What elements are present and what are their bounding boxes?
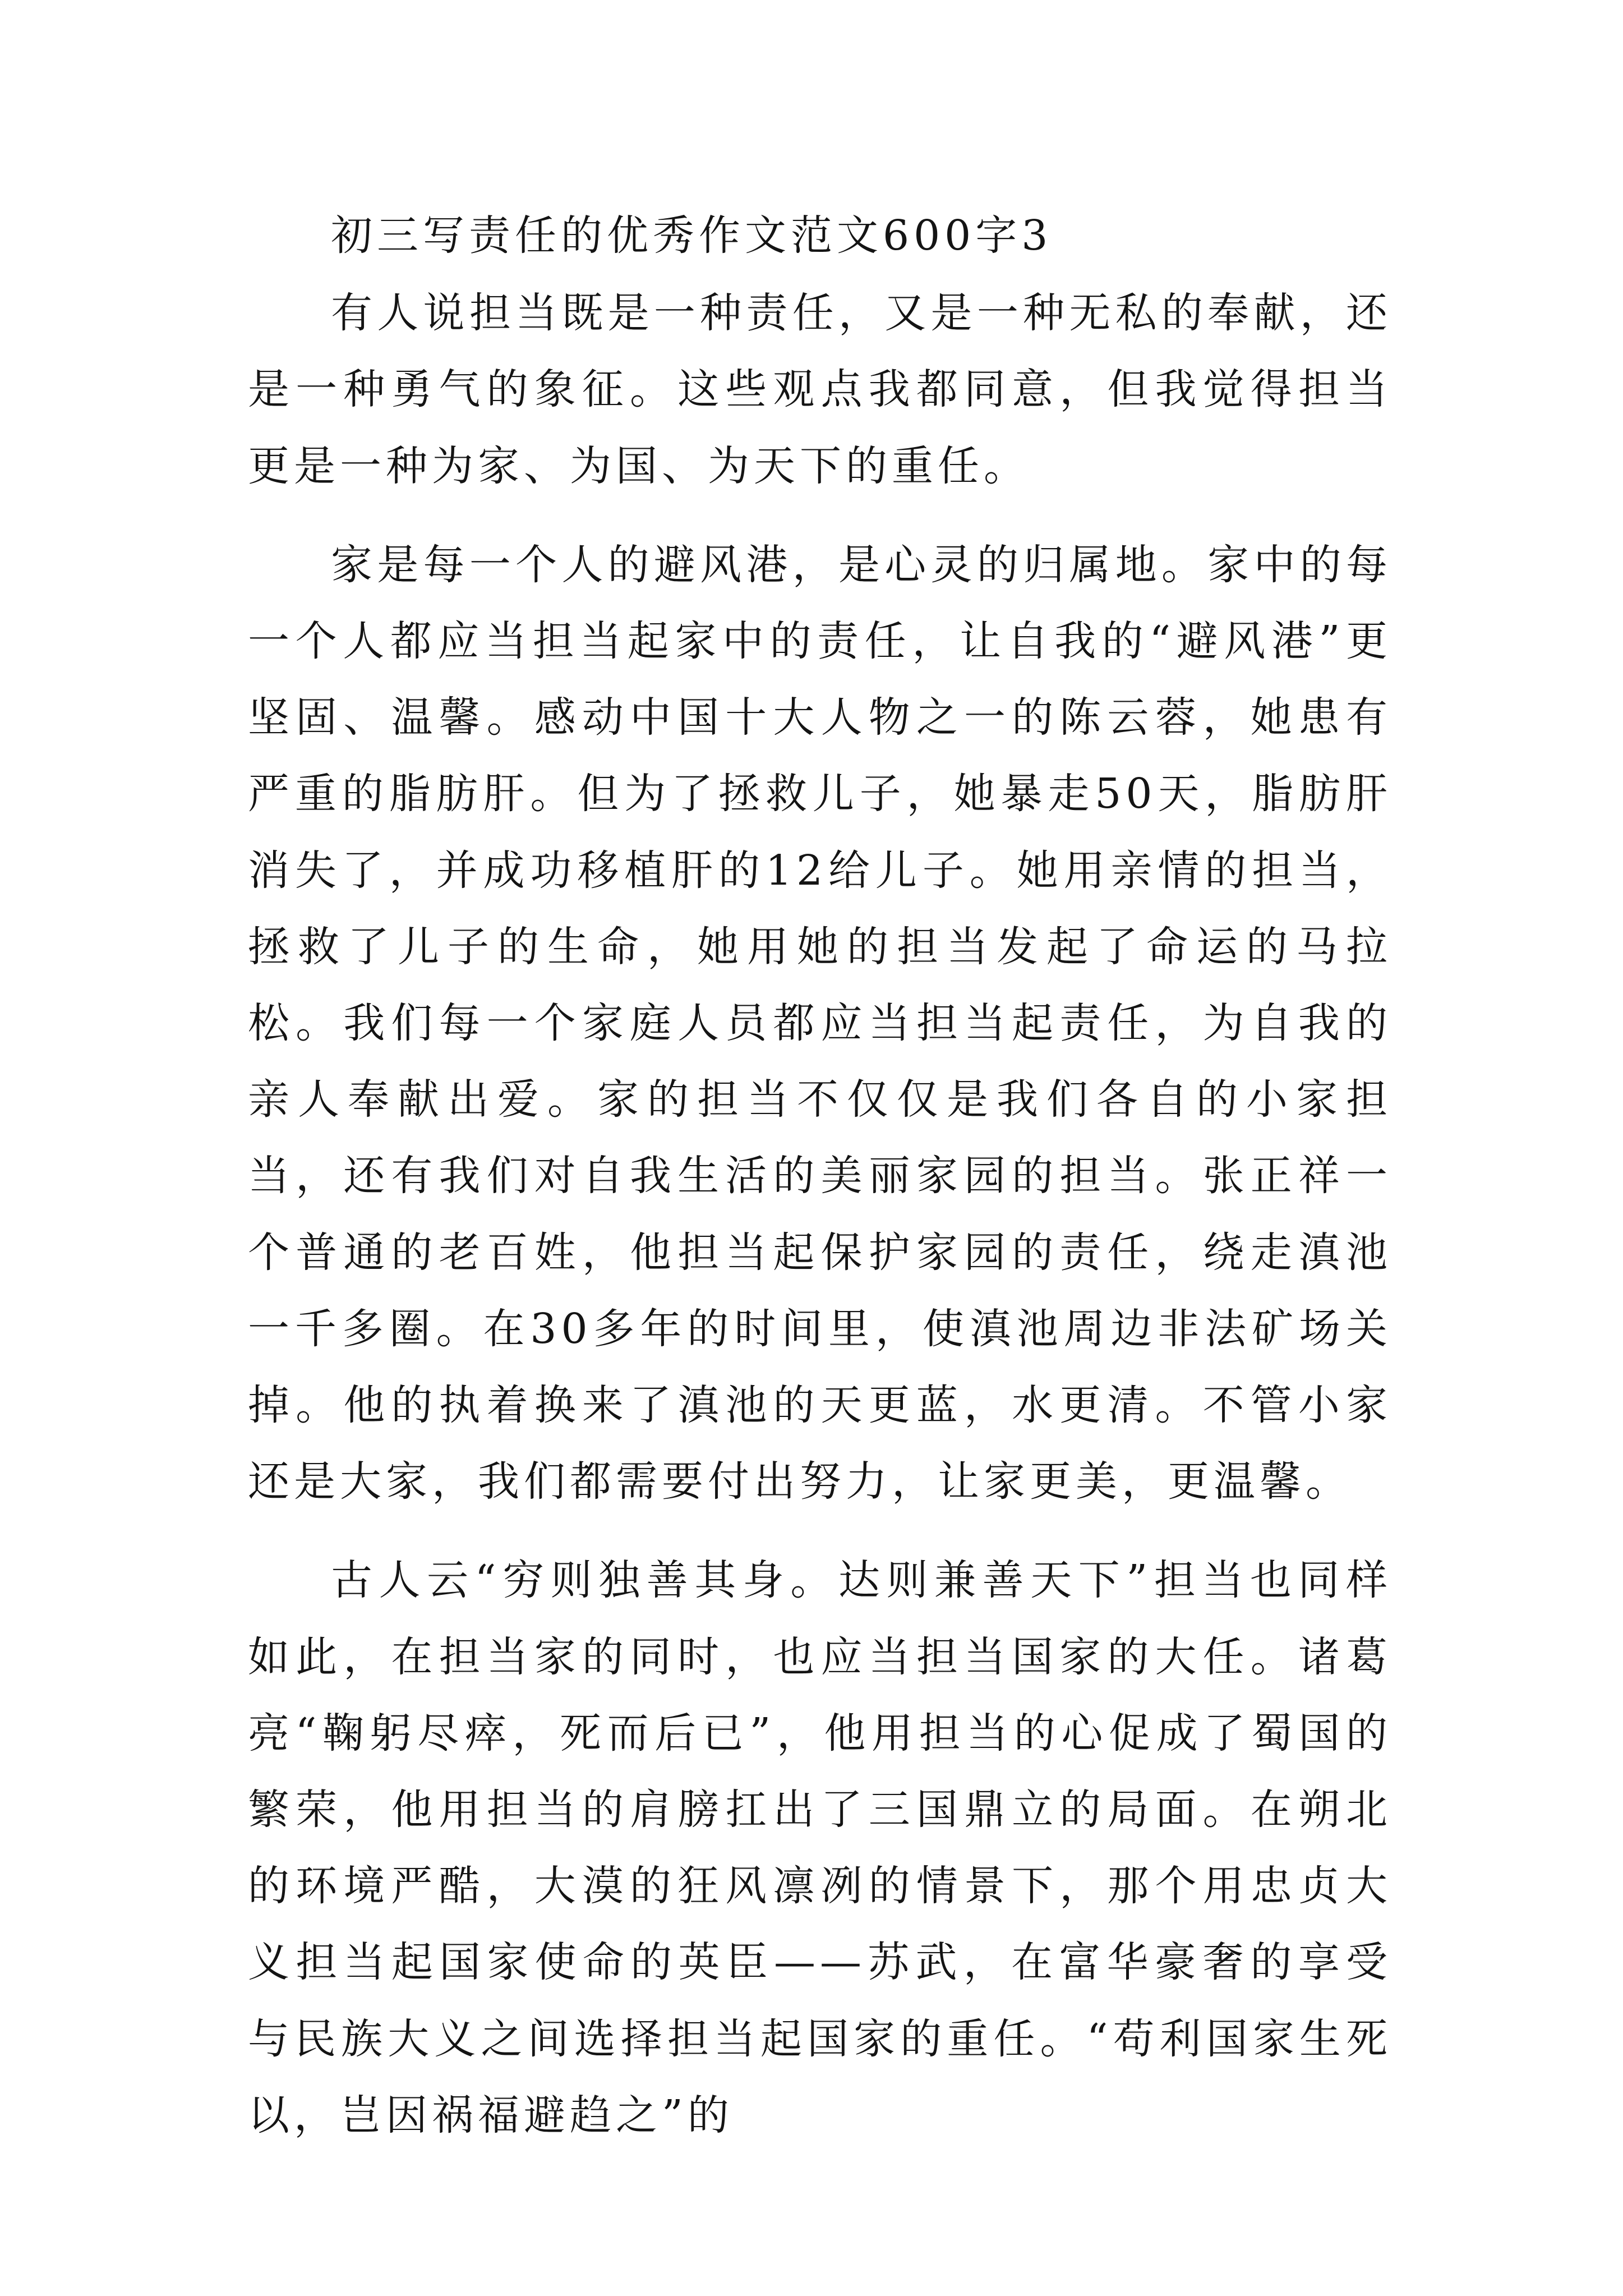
document-title: 初三写责任的优秀作文范文600字3 bbox=[331, 211, 1053, 260]
paragraph: 有人说担当既是一种责任，又是一种无私的奉献，还是一种勇气的象征。这些观点我都同意，但我觉得担当更是一种为家、为国、为天下的重任。 bbox=[248, 289, 1392, 490]
paragraph: 家是每一个人的避风港，是心灵的归属地。家中的每一个人都应当担当起家中的责任，让自我的“避风港”更坚固、温馨。感动中国十大人物之一的陈云蓉，她患有严重的脂肪肝。但为了拯救儿子，她暴走50天，脂肪肝消失了，并成功移植肝的12给儿子。她用亲情的担当，拯救了儿子的生命，她用她的担当发起了命运的马拉松。我们每一个家庭人员都应当担当起责任，为自我的亲人奉献出爱。家的担当不仅仅是我们各自的小家担当，还有我们对自我生活的美丽家园的担当。张正祥一个普通的老百姓，他担当起保护家园的责任，绕走滇池一千多圈。在30多年的时间里，使滇池周边非法矿场关掉。他的执着换来了滇池的天更蓝，水更清。不管小家还是大家，我们都需要付出努力，让家更美，更温馨。 bbox=[248, 540, 1392, 1506]
document-body bbox=[248, 197, 1392, 2154]
paragraph: 古人云“穷则独善其身。达则兼善天下”担当也同样如此，在担当家的同时，也应当担当国家的大任。诸葛亮“鞠躬尽瘁，死而后已”，他用担当的心促成了蜀国的繁荣，他用担当的肩膀扛出了三国鼎立的局面。在朔北的环境严酷，大漠的狂风凛冽的情景下，那个用忠贞大义担当起国家使命的英臣——苏武，在富华豪奢的享受与民族大义之间选择担当起国家的重任。“苟利国家生死以，岂因祸福避趋之”的 bbox=[248, 1556, 1392, 2139]
